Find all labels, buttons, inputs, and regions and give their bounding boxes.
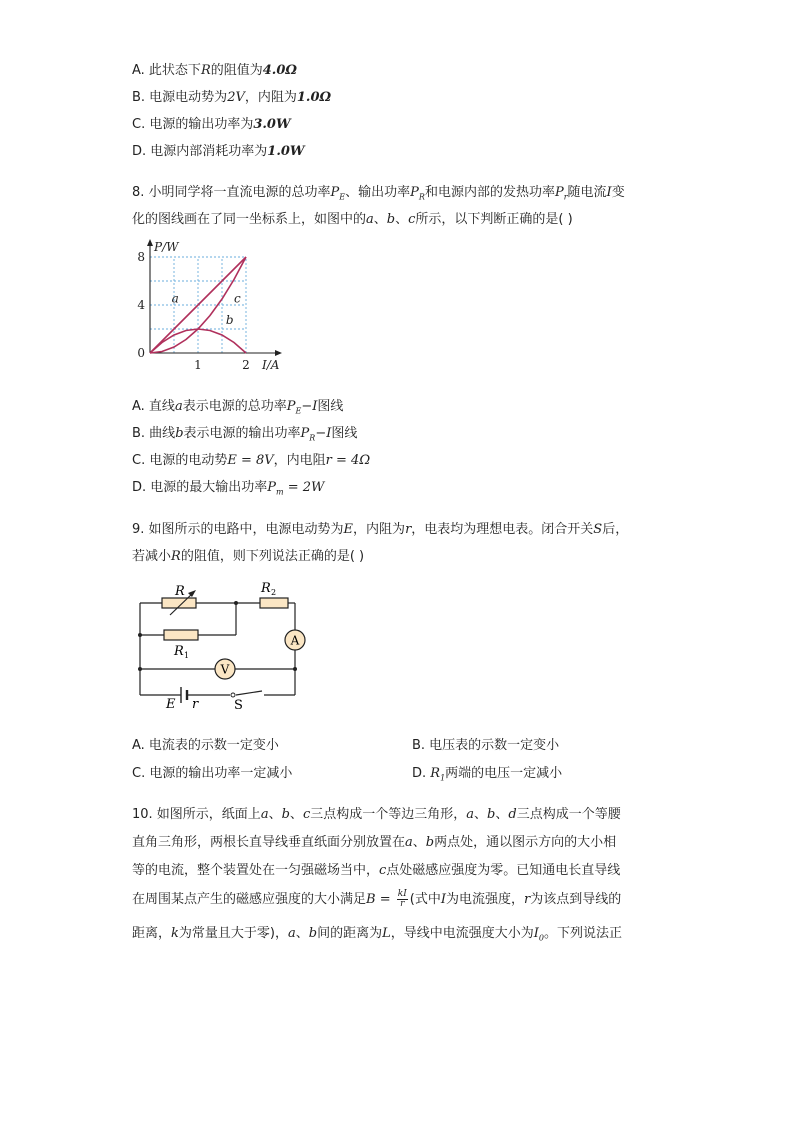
q7-option-a: A. 此状态下R的阻值为4.0Ω xyxy=(132,63,297,78)
q10-line2: 直角三角形，两根长直导线垂直纸面分别放置在a、b两点处，通以图示方向的大小相 xyxy=(132,835,617,850)
q10-line1: 10. 如图所示，纸面上a、b、c三点构成一个等边三角形，a、b、d三点构成一个等腰 xyxy=(132,807,621,822)
x-axis-arrow xyxy=(275,350,282,356)
circuit-diagram xyxy=(130,578,310,713)
q9-stem-line2: 若减小R的阻值，则下列说法正确的是( ) xyxy=(132,549,365,564)
q8-option-d: D. 电源的最大输出功率$P_m = 2W$ xyxy=(132,480,325,497)
power-current-chart xyxy=(128,235,288,380)
y-tick-label: 8 xyxy=(137,250,145,264)
x-tick-label: 1 xyxy=(194,358,202,372)
q7-option-b: B. 电源电动势为2V，内阻为1.0Ω xyxy=(132,90,332,105)
q9-stem-line1: 9. 如图所示的电路中，电源电动势为E，内阻为r，电表均为理想电表。闭合开关S后， xyxy=(132,522,629,537)
origin-label: 0 xyxy=(137,346,145,360)
q8-option-a: A. 直线a表示电源的总功率$P_E-I$图线 xyxy=(132,399,344,416)
q7-option-d: D. 电源内部消耗功率为1.0W xyxy=(132,144,305,159)
y-axis-label: P/W xyxy=(154,240,179,254)
q9-option-b: B. 电压表的示数一定变小 xyxy=(412,738,560,753)
q9-option-c: C. 电源的输出功率一定减小 xyxy=(132,766,293,781)
svg-text:R: R xyxy=(174,644,184,659)
x-axis-label: I/A xyxy=(262,358,280,372)
y-tick-label: 4 xyxy=(137,298,145,312)
svg-text:2: 2 xyxy=(271,588,277,597)
y-axis-arrow xyxy=(147,239,153,246)
q10-line5: 距离，k为常量且大于零)，a、b间的距离为L，导线中电流强度大小为$I_0$。下列说法正 xyxy=(132,926,623,943)
fraction: $\frac{kI}{r}$ xyxy=(397,889,407,909)
q9-option-a: A. 电流表的示数一定变小 xyxy=(132,738,279,753)
q10-line4: 在周围某点产生的磁感应强度的大小满足B = $\frac{kI}{r}$ (式中I为电流强度，r为该点到导线的 xyxy=(132,889,622,909)
svg-text:S: S xyxy=(234,698,243,713)
svg-text:V: V xyxy=(220,662,230,677)
svg-text:1: 1 xyxy=(184,651,190,660)
q10-line3: 等的电流，整个装置处在一匀强磁场当中，c点处磁感应强度为零。已知通电长直导线 xyxy=(132,863,621,878)
series-label-c: c xyxy=(234,291,241,306)
svg-text:R: R xyxy=(261,581,271,596)
q8-option-b: B. 曲线b表示电源的输出功率$P_R-I$图线 xyxy=(132,426,358,443)
svg-text:E: E xyxy=(166,697,176,712)
label-R: R xyxy=(175,584,185,599)
svg-text:r: r xyxy=(192,697,199,712)
x-tick-label: 2 xyxy=(242,358,250,372)
svg-text:A: A xyxy=(290,633,300,648)
series-label-a: a xyxy=(171,291,179,306)
q7-option-c: C. 电源的输出功率为3.0W xyxy=(132,117,291,132)
q8-option-c: C. 电源的电动势E = 8V，内电阻r = 4Ω xyxy=(132,453,371,468)
series-label-b: b xyxy=(225,313,234,328)
q8-stem-line1: 8. 小明同学将一直流电源的总功率$P_E$、输出功率$P_R$和电源内部的发热功率$P_r$随电流I变 xyxy=(132,185,625,202)
q9-option-d: D. $R_1$两端的电压一定减小 xyxy=(412,766,563,783)
q8-stem-line2: 化的图线画在了同一坐标系上，如图中的a、b、c所示，以下判断正确的是( ) xyxy=(132,212,573,227)
